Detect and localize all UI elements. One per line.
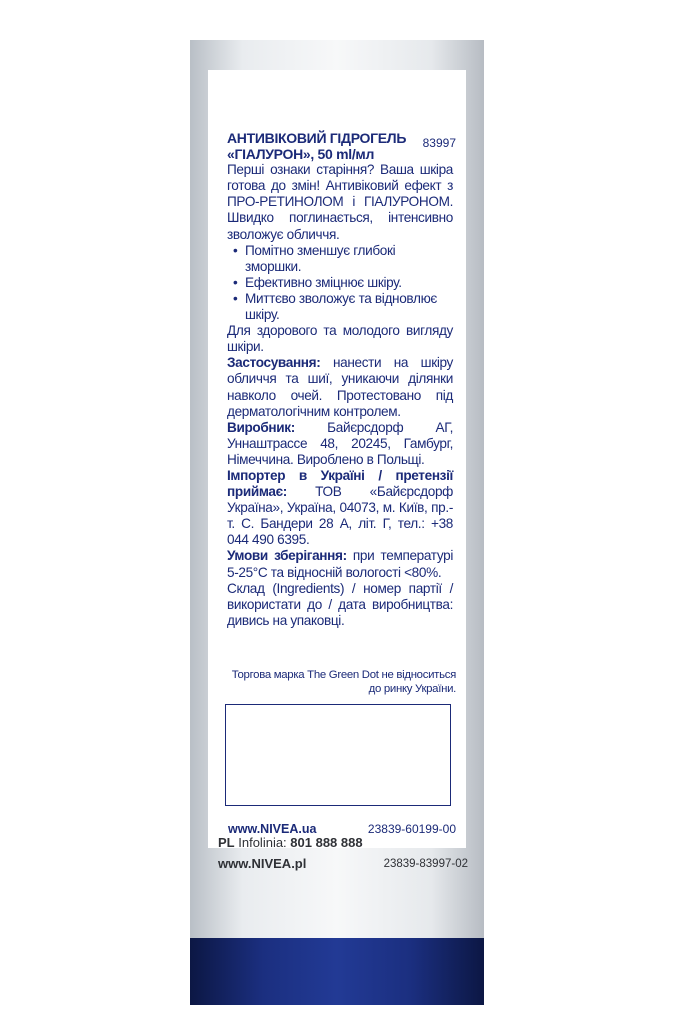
benefits-list [227, 243, 453, 323]
storage-heading: Умови зберігання: [227, 548, 347, 564]
storage-section [227, 548, 453, 580]
composition-note: Склад (Ingredients) / номер партії / використати до / дата виробництва: дивись на упаковці. [227, 580, 453, 628]
website-pl: www.NIVEA.pl [218, 856, 307, 871]
batch-print-box [225, 704, 451, 806]
importer-section [227, 468, 453, 548]
website-ua: www.NIVEA.ua [228, 822, 317, 836]
storage-text: при температурі 5-25°С та відносній вологості <80%. [227, 548, 454, 580]
pl-code: 23839-83997-02 [383, 858, 468, 870]
usage-heading: Застосування: [227, 355, 321, 371]
list-item: • Помітно зменшує глибокі зморшки. [233, 243, 453, 275]
product-box-side [190, 40, 484, 1005]
pl-hotline [218, 835, 363, 850]
importer-text: ТОВ «Байєрсдорф Україна», Україна, 04073, м. Київ, пр.-т. С. Бандери 28 А, літ. Г, тел.: +38 044 490 6395. [227, 484, 453, 548]
usage-section [227, 355, 453, 419]
pl-infolinia-label: Infolinia: [238, 835, 287, 850]
manufacturer-section [227, 420, 453, 468]
pl-country: PL [218, 835, 235, 850]
list-item: • Ефективно зміцнює шкіру. [233, 275, 453, 291]
product-code: 83997 [422, 136, 456, 150]
pl-phone: 801 888 888 [290, 835, 363, 850]
list-item: • Миттєво зволожує та відновлює шкіру. [233, 291, 453, 323]
product-title: АНТИВІКОВИЙ ГІДРОГЕЛЬ «ГІАЛУРОН», 50 ml/мл [227, 130, 407, 163]
info-label [208, 70, 466, 848]
importer-heading: Імпортер в Україні / претензії приймає: [227, 467, 453, 500]
blue-band [190, 938, 484, 1005]
label-code: 23839-60199-00 [367, 822, 456, 836]
label-text-block [227, 130, 453, 629]
product-intro: Перші ознаки старіння? Ваша шкіра готова до змін! Антивіковий ефект з ПРО-РЕТИНОЛОМ і ГІАЛУРОНОМ. Швидко поглинається, інтенсивно зволожує обличчя. [227, 162, 453, 242]
manufacturer-heading: Виробник: [227, 419, 295, 435]
usage-text: нанести на шкіру обличчя та шиї, уникаючи ділянки навколо очей. Протестовано під дерматологічним контролем. [227, 355, 453, 419]
manufacturer-text: Байєрсдорф АГ, Уннаштрассе 48, 20245, Гамбург, Німеччина. Вироблено в Польщі. [227, 419, 453, 467]
product-outro: Для здорового та молодого вигляду шкіри. [227, 323, 453, 355]
trademark-note: Торгова марка The Green Dot не відноситься до ринку України. [231, 669, 456, 695]
